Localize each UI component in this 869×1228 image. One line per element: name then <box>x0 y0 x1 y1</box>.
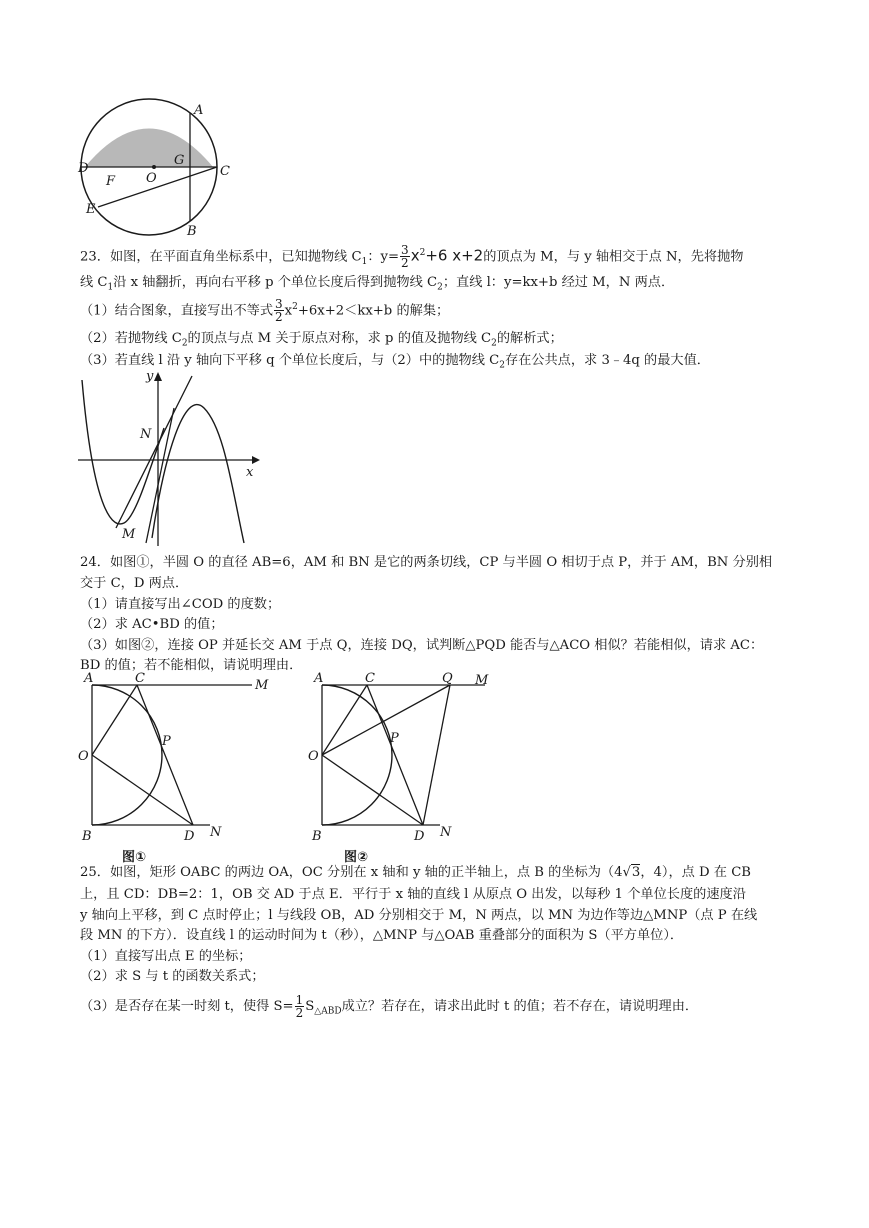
q25-part2: （2）求 S 与 t 的函数关系式； <box>80 969 265 984</box>
q24-part2: （2）求 AC•BD 的值； <box>80 617 224 632</box>
label-o: O <box>146 171 157 186</box>
q24-line2: 交于 C，D 两点． <box>80 576 189 591</box>
label-n: N <box>140 427 152 442</box>
center-point <box>152 165 156 169</box>
figure-caption-1: 图① <box>122 850 147 865</box>
label-n: N <box>440 825 452 840</box>
label-b: B <box>312 829 322 844</box>
label-d: D <box>184 829 195 844</box>
line-cd <box>137 685 193 825</box>
q23-line1: 23．如图，在平面直角坐标系中，已知抛物线 $C_1$：y= $\frac{3}{2}$ $x^2+6$ x+2的顶点为 M，与 y 轴相交于点 N，先将抛物 <box>80 243 744 271</box>
label-a: A <box>314 671 324 686</box>
label-m: M <box>475 673 489 688</box>
semicircle-arc <box>322 685 392 825</box>
circle-figure <box>70 95 240 240</box>
line-oc <box>322 685 367 755</box>
q24-line1: 24．如图①，半圆 O 的直径 AB=6，AM 和 BN 是它的两条切线，CP 与半圆 O 相切于点 P，并于 AM，BN 分别相 <box>80 555 773 570</box>
label-g: G <box>174 153 185 168</box>
label-c: C <box>135 671 145 686</box>
label-a: A <box>194 103 204 118</box>
label-c: C <box>365 671 375 686</box>
line-dq <box>423 685 450 825</box>
q24-part3b: BD 的值；若不能相似，请说明理由． <box>80 658 303 673</box>
y-axis-arrow-icon <box>154 372 162 381</box>
label-a: A <box>84 671 94 686</box>
label-c: C <box>220 164 230 179</box>
label-d: D <box>78 161 89 176</box>
q25-line1: 25．如图，矩形 OABC 的两边 OA，OC 分别在 x 轴和 y 轴的正半轴上，点 B 的坐标为（4√3，4），点 D 在 CB <box>80 865 751 880</box>
label-b: B <box>187 224 197 239</box>
parabola-c1 <box>82 380 164 524</box>
parabola-figure <box>74 368 274 548</box>
parabola-c2 <box>152 405 244 543</box>
label-b: B <box>82 829 92 844</box>
figure-caption-2: 图② <box>344 850 369 865</box>
q25-line2: 上，且 CD：DB=2：1，OB 交 AD 于点 E．平行于 x 轴的直线 l 从原点 O 出发，以每秒 1 个单位长度的速度沿 <box>80 887 746 902</box>
q24-part3: （3）如图②，连接 OP 并延长交 AM 于点 Q，连接 DQ，试判断△PQD 能否与△ACO 相似？若能相似，请求 AC： <box>80 638 764 653</box>
q25-part3: （3）是否存在某一时刻 t，使得 S= $\frac{1}{2}$ $S_{\triangle ABD}$成立？若存在，请求出此时 t 的值；若不存在，请说明理由． <box>80 993 699 1020</box>
label-f: F <box>106 174 116 189</box>
label-n: N <box>210 825 222 840</box>
q23-part1: （1）结合图象，直接写出不等式 $\frac{3}{2}$ $x^2+6x+2<kx+b$ 的解集； <box>80 297 450 325</box>
line-cd <box>367 685 423 825</box>
label-o: O <box>78 749 89 764</box>
q25-part1: （1）直接写出点 E 的坐标； <box>80 949 252 964</box>
q23-part3: （3）若直线 l 沿 y 轴向下平移 q 个单位长度后，与（2）中的抛物线 $C_2$存在公共点，求 3﹣4q 的最大值． <box>80 353 710 371</box>
label-m: M <box>255 678 269 693</box>
label-q: Q <box>442 671 453 686</box>
semicircle-figure-2 <box>310 670 510 865</box>
shaded-region <box>85 129 213 168</box>
q23-line2: 线 $C_1$沿 x 轴翻折，再向右平移 p 个单位长度后得到抛物线 $C_2$；直线 l：y=kx+b 经过 M，N 两点． <box>80 275 675 293</box>
label-d: D <box>414 829 425 844</box>
label-x: x <box>246 465 254 480</box>
label-m: M <box>122 527 136 542</box>
q25-line4: 段 MN 的下方）．设直线 l 的运动时间为 t（秒），△MNP 与△OAB 重叠部分的面积为 S（平方单位）． <box>80 928 684 943</box>
semicircle-arc <box>92 685 162 825</box>
label-y: y <box>146 369 154 384</box>
label-p: P <box>390 731 399 746</box>
q25-line3: y 轴向上平移，到 C 点时停止；l 与线段 OB，AD 分别相交于 M，N 两点，以 MN 为边作等边△MNP（点 P 在线 <box>80 908 758 923</box>
chord-ec <box>98 167 217 207</box>
x-axis-arrow-icon <box>252 456 260 464</box>
label-o: O <box>308 749 319 764</box>
label-e: E <box>86 202 96 217</box>
q24-part1: （1）请直接写出∠COD 的度数； <box>80 597 281 612</box>
semicircle-figure-1 <box>80 670 280 865</box>
label-p: P <box>162 734 171 749</box>
line-od <box>322 755 423 825</box>
line-oq <box>322 685 450 755</box>
q23-part2: （2）若抛物线 $C_2$的顶点与点 M 关于原点对称，求 p 的值及抛物线 $C_2$的解析式； <box>80 331 563 349</box>
line-oc <box>92 685 137 755</box>
line-od <box>92 755 193 825</box>
